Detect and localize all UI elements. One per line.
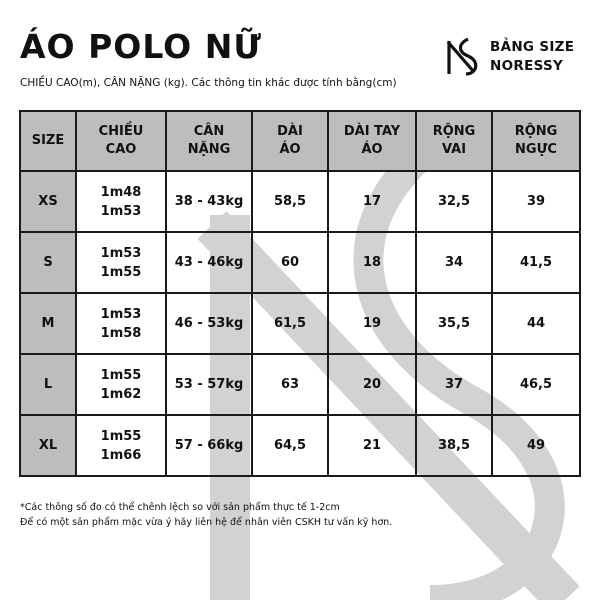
table-row [20,171,580,232]
cell-weight: 57 - 66kg [166,415,252,476]
cell-sleeve: 20 [328,354,416,415]
cell-chest: 41,5 [492,232,580,293]
cell-chest: 46,5 [492,354,580,415]
brand-line-1: BẢNG SIZE [490,39,575,55]
cell-length: 63 [252,354,328,415]
brand-text [490,38,600,76]
cell-weight: 43 - 46kg [166,232,252,293]
cell-shoulder: 37 [416,354,492,415]
cell-height [76,232,166,293]
page-subtitle: CHIỀU CAO(m), CÂN NẶNG (kg). Các thông tin khác được tính bằng(cm) [20,77,397,89]
cell-height-max: 1m55 [100,264,142,280]
cell-sleeve: 18 [328,232,416,293]
cell-height [76,415,166,476]
cell-height-min: 1m48 [100,184,142,200]
cell-weight: 53 - 57kg [166,354,252,415]
footnote-line-2: Để có một sản phẩm mặc vừa ý hãy liên hệ để nhân viên CSKH tư vấn kỹ hơn. [20,517,393,528]
page-title: ÁO POLO NỮ [20,27,262,66]
column-header: DÀI TAY ÁO [328,111,416,171]
cell-weight: 38 - 43kg [166,171,252,232]
cell-height [76,354,166,415]
cell-height-max: 1m58 [100,325,142,341]
cell-height [76,293,166,354]
cell-size: L [20,354,76,415]
size-chart-table [19,110,581,477]
cell-height-min: 1m55 [100,428,142,444]
column-header: SIZE [20,111,76,171]
cell-height-max: 1m53 [100,203,142,219]
cell-size: XS [20,171,76,232]
column-header: RỘNG NGỰC [492,111,580,171]
cell-chest: 49 [492,415,580,476]
cell-shoulder: 32,5 [416,171,492,232]
cell-length: 64,5 [252,415,328,476]
cell-length: 60 [252,232,328,293]
column-header: DÀI ÁO [252,111,328,171]
cell-length: 61,5 [252,293,328,354]
brand-line-2: NORESSY [490,58,564,74]
cell-length: 58,5 [252,171,328,232]
column-header: CHIỀU CAO [76,111,166,171]
table-header-row [20,111,580,171]
cell-size: S [20,232,76,293]
cell-sleeve: 17 [328,171,416,232]
cell-shoulder: 35,5 [416,293,492,354]
cell-height-max: 1m62 [100,386,142,402]
column-header: CÂN NẶNG [166,111,252,171]
cell-chest: 39 [492,171,580,232]
cell-shoulder: 34 [416,232,492,293]
cell-sleeve: 21 [328,415,416,476]
footnote [20,500,392,530]
table-row [20,415,580,476]
table-row [20,293,580,354]
cell-size: M [20,293,76,354]
table-row [20,354,580,415]
cell-chest: 44 [492,293,580,354]
cell-height-max: 1m66 [100,447,142,463]
table-body [20,171,580,476]
footnote-line-1: *Các thông số đo có thể chênh lệch so với sản phẩm thực tế 1-2cm [20,502,340,513]
cell-size: XL [20,415,76,476]
cell-sleeve: 19 [328,293,416,354]
cell-height-min: 1m55 [100,367,142,383]
table-row [20,232,580,293]
cell-shoulder: 38,5 [416,415,492,476]
cell-weight: 46 - 53kg [166,293,252,354]
cell-height-min: 1m53 [100,306,142,322]
column-header: RỘNG VAI [416,111,492,171]
cell-height-min: 1m53 [100,245,142,261]
cell-height [76,171,166,232]
noressy-monogram-icon [444,36,484,76]
